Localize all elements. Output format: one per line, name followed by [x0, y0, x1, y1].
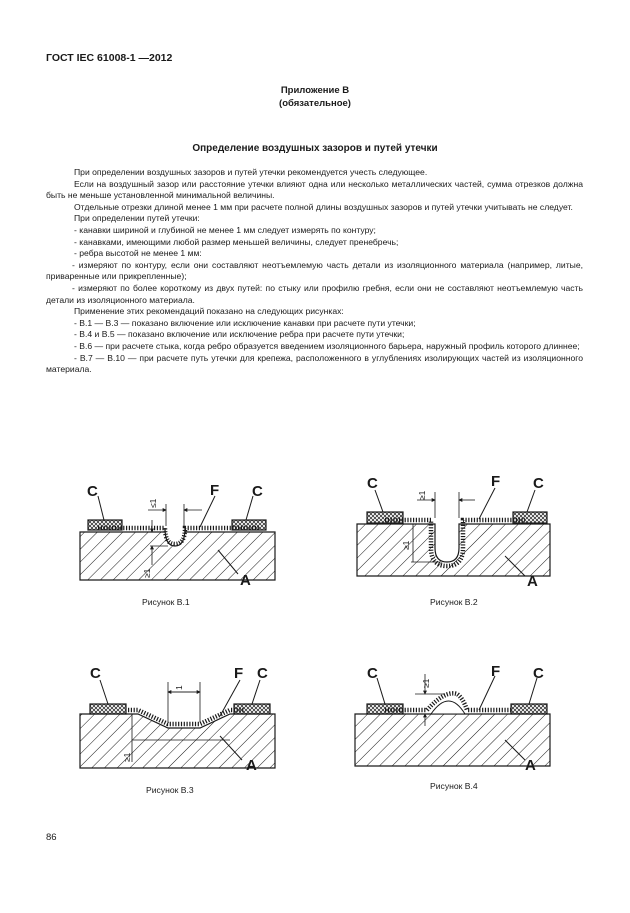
paragraph: Если на воздушный зазор или расстояние утечки влияют одна или несколько металлических частей, сумма отрезков должна быть не меньше установленной минимальной величины. — [46, 178, 583, 201]
dim-height-label: ≥1 — [421, 678, 431, 688]
dim-depth-label: ≥1 — [401, 540, 411, 550]
figure-b4-caption: Рисунок В.4 — [430, 781, 478, 791]
figure-b1-drawing — [70, 470, 285, 590]
paragraph: - измеряют по контуру, если они составляют неотъемлемую часть детали из изоляционного материала (например, литые, приваренные или прикрепленные); — [46, 259, 583, 282]
label-a: A — [527, 573, 538, 590]
annex-title: Приложение В — [280, 85, 350, 96]
dim-depth-label: ≥1 — [142, 568, 152, 578]
paragraph: При определении воздушных зазоров и путей утечки рекомендуется учесть следующее. — [74, 167, 428, 177]
annex-heading — [0, 84, 630, 110]
label-a: A — [240, 572, 251, 589]
figure-b2-caption: Рисунок В.2 — [430, 597, 478, 607]
paragraph: При определении путей утечки: — [74, 213, 200, 224]
paragraph: Применение этих рекомендаций показано на следующих рисунках: — [74, 306, 344, 317]
label-f: F — [234, 665, 244, 682]
body-text — [46, 167, 583, 376]
figure-b1-caption: Рисунок В.1 — [142, 597, 190, 607]
paragraph: - ребра высотой не менее 1 мм: — [74, 248, 202, 259]
label-c-right: C — [533, 665, 544, 682]
label-c-right: C — [252, 483, 263, 500]
label-c-right: C — [257, 665, 268, 682]
page-number: 86 — [46, 832, 57, 843]
label-a: A — [525, 757, 536, 774]
figure-b3-drawing — [70, 662, 285, 780]
paragraph: - измеряют по более короткому из двух путей: по стыку или профилю гребня, если они не составляют неотъемлемую часть детали из изоляционного материала. — [46, 282, 583, 305]
label-c-right: C — [533, 475, 544, 492]
figure-b4-drawing — [345, 660, 560, 778]
paragraph: - В.7 — В.10 — при расчете путь утечки для крепежа, расположенного в углублениях изолирующих частей из изоляционного материала. — [46, 352, 583, 375]
section-title: Определение воздушных зазоров и путей утечки — [192, 143, 438, 154]
paragraph: Отдельные отрезки длиной менее 1 мм при расчете полной длины воздушных зазоров и путей утечки учитывать не следует. — [74, 201, 573, 212]
figure-b2-drawing — [345, 468, 560, 593]
paragraph: - В.1 — В.3 — показано включение или исключение канавки при расчете пути утечки; — [74, 317, 416, 328]
figure-b3-caption: Рисунок В.3 — [146, 785, 194, 795]
label-c-left: C — [367, 475, 378, 492]
dim-depth-label: ≥1 — [122, 752, 132, 762]
label-c-left: C — [367, 665, 378, 682]
document-header: ГОСТ IEC 61008-1 —2012 — [46, 52, 173, 64]
label-c-left: C — [90, 665, 101, 682]
paragraph: - В.4 и В.5 — показано включение или исключение ребра при расчете пути утечки; — [74, 329, 405, 340]
paragraph: - В.6 — при расчете стыка, когда ребро образуется введением изоляционного барьера, наружный профиль которого длиннее; — [74, 340, 580, 351]
label-a: A — [246, 757, 257, 774]
label-f: F — [491, 473, 501, 490]
label-f: F — [491, 663, 501, 680]
annex-subtitle: (обязательное) — [279, 98, 351, 109]
label-f: F — [210, 482, 220, 499]
paragraph: - канавками, имеющими любой размер меньшей величины, следует пренебречь; — [74, 236, 399, 247]
label-c-left: C — [87, 483, 98, 500]
dim-width-label: ≥1 — [417, 490, 427, 500]
dim-width-label: ≤1 — [148, 498, 158, 508]
paragraph: - канавки шириной и глубиной не менее 1 мм следует измерять по контуру; — [74, 224, 376, 235]
dim-width-label: 1 — [174, 685, 184, 690]
